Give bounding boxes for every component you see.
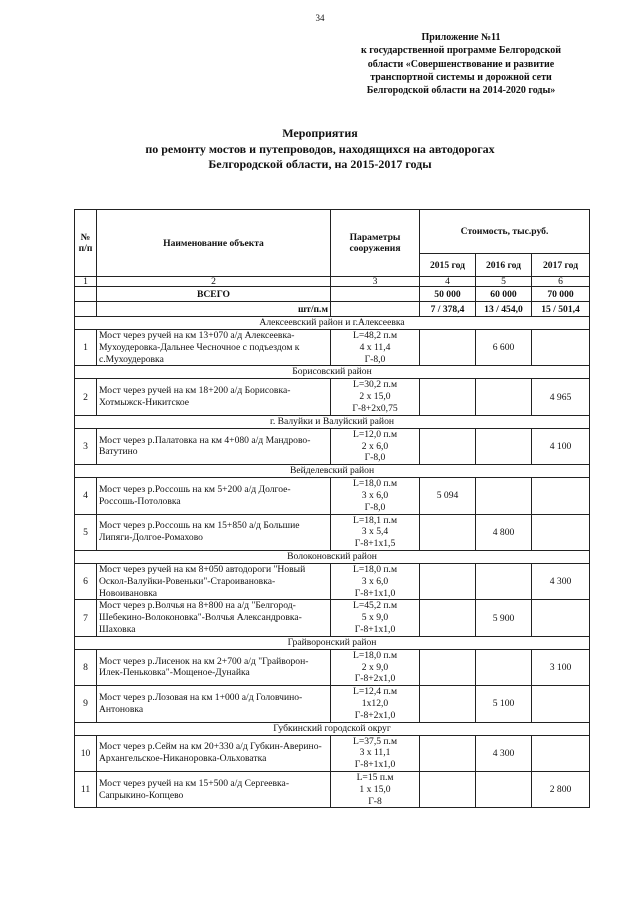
total-2017: 70 000 xyxy=(532,287,590,302)
cost-2016 xyxy=(476,771,532,807)
header-params: Параметры сооружения xyxy=(331,210,420,277)
param-line: L=30,2 п.м xyxy=(352,379,398,391)
row-number: 9 xyxy=(75,686,97,722)
param-line: 1 x 15,0 xyxy=(359,783,391,795)
cost-2017 xyxy=(532,330,590,366)
table-row xyxy=(75,330,590,366)
row-number: 1 xyxy=(75,330,97,366)
object-name: Мост через ручей на км 15+500 а/д Сергеевка-Сапрыкино-Копцево xyxy=(97,771,331,807)
param-line: 2 x 15,0 xyxy=(359,391,391,403)
cost-2017 xyxy=(532,600,590,636)
district-name: Волоконовский район xyxy=(75,550,590,563)
param-line: L=12,0 п.м xyxy=(352,428,398,440)
param-line: 3 x 6,0 xyxy=(361,575,389,587)
cost-2016: 4 300 xyxy=(476,735,532,771)
cost-2015 xyxy=(420,514,476,550)
table-row xyxy=(75,379,590,415)
cost-2017 xyxy=(532,735,590,771)
table-row xyxy=(75,563,590,599)
row-number: 4 xyxy=(75,478,97,514)
structure-params xyxy=(331,514,420,550)
cost-2017: 3 100 xyxy=(532,649,590,685)
param-line: L=18,0 п.м xyxy=(352,478,398,490)
district-row xyxy=(75,317,590,330)
cost-2015 xyxy=(420,379,476,415)
cost-2016 xyxy=(476,563,532,599)
header-name: Наименование объекта xyxy=(97,210,331,277)
structure-params xyxy=(331,771,420,807)
param-line: Г-8+2x0,75 xyxy=(352,402,398,414)
row-number: 6 xyxy=(75,563,97,599)
param-line: 1x12,0 xyxy=(361,697,389,709)
param-line: 2 x 6,0 xyxy=(361,440,389,452)
district-name: Борисовский район xyxy=(75,366,590,379)
param-line: L=15 п.м xyxy=(356,771,394,783)
cost-2015 xyxy=(420,563,476,599)
total-empty xyxy=(75,287,97,302)
object-name: Мост через ручей на км 8+050 автодороги "Новый Оскол-Валуйки-Ровеньки"-Староивановка-Новоивановка xyxy=(97,563,331,599)
bridge-repair-table xyxy=(74,209,590,808)
district-name: Вейделевский район xyxy=(75,465,590,478)
cost-2015 xyxy=(420,771,476,807)
col-number: 2 xyxy=(97,277,331,287)
row-number: 2 xyxy=(75,379,97,415)
structure-params xyxy=(331,379,420,415)
unit-2015: 7 / 378,4 xyxy=(420,302,476,317)
district-name: Грайворонский район xyxy=(75,636,590,649)
cost-2017: 2 800 xyxy=(532,771,590,807)
param-line: Г-8+1x1,0 xyxy=(354,623,396,635)
unit-2016: 13 / 454,0 xyxy=(476,302,532,317)
object-name: Мост через р.Россошь на км 15+850 а/д Большие Липяги-Долгое-Ромахово xyxy=(97,514,331,550)
param-line: 3 x 5,4 xyxy=(361,526,389,538)
param-line: Г-8+2x1,0 xyxy=(354,673,396,685)
param-line: L=37,5 п.м xyxy=(352,735,398,747)
param-line: L=18,0 п.м xyxy=(352,563,398,575)
col-number: 4 xyxy=(420,277,476,287)
cost-2015 xyxy=(420,330,476,366)
appendix-line: Приложение №11 xyxy=(421,32,501,43)
param-line: Г-8,0 xyxy=(364,353,386,365)
table-row xyxy=(75,771,590,807)
cost-2015 xyxy=(420,735,476,771)
table-row xyxy=(75,649,590,685)
structure-params xyxy=(331,686,420,722)
structure-params xyxy=(331,428,420,464)
appendix-line: области «Совершенствование и развитие xyxy=(367,58,555,70)
param-line: L=18,0 п.м xyxy=(352,649,398,661)
header-year-2016: 2016 год xyxy=(476,254,532,277)
object-name: Мост через р.Палатовка на км 4+080 а/д Мандрово-Ватутино xyxy=(97,428,331,464)
param-line: Г-8,0 xyxy=(364,452,386,464)
header-num: № п/п xyxy=(75,210,97,277)
param-line: Г-8+1x1,5 xyxy=(354,538,396,550)
param-line: 2 x 9,0 xyxy=(361,661,389,673)
param-line: L=48,2 п.м xyxy=(352,330,398,341)
col-number: 5 xyxy=(476,277,532,287)
object-name: Мост через р.Россошь на км 5+200 а/д Долгое-Россошь-Потоловка xyxy=(97,478,331,514)
header-year-2017: 2017 год xyxy=(532,254,590,277)
appendix-line: Белгородской области на 2014-2020 годы» xyxy=(366,85,556,97)
row-number: 5 xyxy=(75,514,97,550)
table-row xyxy=(75,428,590,464)
object-name: Мост через ручей на км 18+200 а/д Борисовка-Хотмыжск-Никитское xyxy=(97,379,331,415)
unit-empty xyxy=(331,302,420,317)
table-row xyxy=(75,478,590,514)
cost-2016 xyxy=(476,428,532,464)
header-cost: Стоимость, тыс.руб. xyxy=(420,210,590,254)
unit-label: шт/п.м xyxy=(97,302,331,317)
cost-2016: 5 100 xyxy=(476,686,532,722)
row-number: 7 xyxy=(75,600,97,636)
param-line: Г-8+1x1,0 xyxy=(354,759,396,771)
table-row xyxy=(75,600,590,636)
param-line: Г-8+2x1,0 xyxy=(354,709,396,721)
param-line: L=45,2 п.м xyxy=(352,600,398,612)
cost-2015 xyxy=(420,600,476,636)
district-row xyxy=(75,722,590,735)
cost-2016: 5 900 xyxy=(476,600,532,636)
row-number: 11 xyxy=(75,771,97,807)
cost-2017: 4 100 xyxy=(532,428,590,464)
cost-2015 xyxy=(420,428,476,464)
col-number: 3 xyxy=(331,277,420,287)
table-row xyxy=(75,735,590,771)
district-row xyxy=(75,415,590,428)
total-2016: 60 000 xyxy=(476,287,532,302)
structure-params xyxy=(331,649,420,685)
cost-2016: 4 800 xyxy=(476,514,532,550)
row-number: 10 xyxy=(75,735,97,771)
total-2015: 50 000 xyxy=(420,287,476,302)
structure-params xyxy=(331,563,420,599)
title-line: Мероприятия xyxy=(282,126,358,140)
document-title xyxy=(0,126,640,173)
district-row xyxy=(75,636,590,649)
cost-2016 xyxy=(476,478,532,514)
header-year-2015: 2015 год xyxy=(420,254,476,277)
param-line: Г-8+1x1,0 xyxy=(354,587,396,599)
district-name: г. Валуйки и Валуйский район xyxy=(75,415,590,428)
structure-params xyxy=(331,600,420,636)
unit-2017: 15 / 501,4 xyxy=(532,302,590,317)
param-line: 3 x 6,0 xyxy=(361,489,389,501)
page-number: 34 xyxy=(315,13,325,23)
cost-2016: 6 600 xyxy=(476,330,532,366)
row-number: 3 xyxy=(75,428,97,464)
cost-2016 xyxy=(476,649,532,685)
total-label: ВСЕГО xyxy=(97,287,331,302)
district-row xyxy=(75,550,590,563)
district-name: Алексеевский район и г.Алексеевка xyxy=(75,317,590,330)
col-number: 6 xyxy=(532,277,590,287)
object-name: Мост через р.Лозовая на км 1+000 а/д Головчино-Антоновка xyxy=(97,686,331,722)
table-body xyxy=(75,317,590,808)
param-line: Г-8 xyxy=(368,795,382,807)
total-empty xyxy=(331,287,420,302)
param-line: 4 x 11,4 xyxy=(359,341,391,353)
structure-params xyxy=(331,478,420,514)
structure-params xyxy=(331,330,420,366)
cost-2015 xyxy=(420,649,476,685)
title-line: Белгородской области, на 2015-2017 годы xyxy=(208,157,432,171)
object-name: Мост через р.Волчья на 8+800 на а/д "Белгород-Шебекино-Волоконовка"-Волчья Александровка-Шаховка xyxy=(97,600,331,636)
cost-2017 xyxy=(532,686,590,722)
cost-2016 xyxy=(476,379,532,415)
table-row xyxy=(75,686,590,722)
appendix-header xyxy=(330,31,592,97)
cost-2017: 4 965 xyxy=(532,379,590,415)
col-number: 1 xyxy=(75,277,97,287)
appendix-line: транспортной системы и дорожной сети xyxy=(370,71,552,83)
cost-2015 xyxy=(420,686,476,722)
param-line: L=18,1 п.м xyxy=(352,514,398,526)
appendix-line: к государственной программе Белгородской xyxy=(361,45,561,57)
cost-2015: 5 094 xyxy=(420,478,476,514)
table-row xyxy=(75,514,590,550)
param-line: 5 x 9,0 xyxy=(361,612,389,624)
param-line: L=12,4 п.м xyxy=(352,686,398,698)
district-name: Губкинский городской округ xyxy=(75,722,590,735)
cost-2017 xyxy=(532,478,590,514)
param-line: Г-8,0 xyxy=(364,501,386,513)
object-name: Мост через р.Лисенок на км 2+700 а/д "Грайворон-Илек-Пеньковка"-Мощеное-Дунайка xyxy=(97,649,331,685)
title-line: по ремонту мостов и путепроводов, находящихся на автодорогах xyxy=(145,141,495,156)
object-name: Мост через ручей на км 13+070 а/д Алексеевка-Мухоудеровка-Дальнее Чесночное с подъездом к с.Мухоудеровка xyxy=(97,330,331,366)
district-row xyxy=(75,465,590,478)
object-name: Мост через р.Сейм на км 20+330 а/д Губкин-Аверино-Архангельское-Никаноровка-Ольховатка xyxy=(97,735,331,771)
cost-2017: 4 300 xyxy=(532,563,590,599)
row-number: 8 xyxy=(75,649,97,685)
district-row xyxy=(75,366,590,379)
cost-2017 xyxy=(532,514,590,550)
param-line: 3 x 11,1 xyxy=(359,747,391,759)
structure-params xyxy=(331,735,420,771)
unit-empty xyxy=(75,302,97,317)
